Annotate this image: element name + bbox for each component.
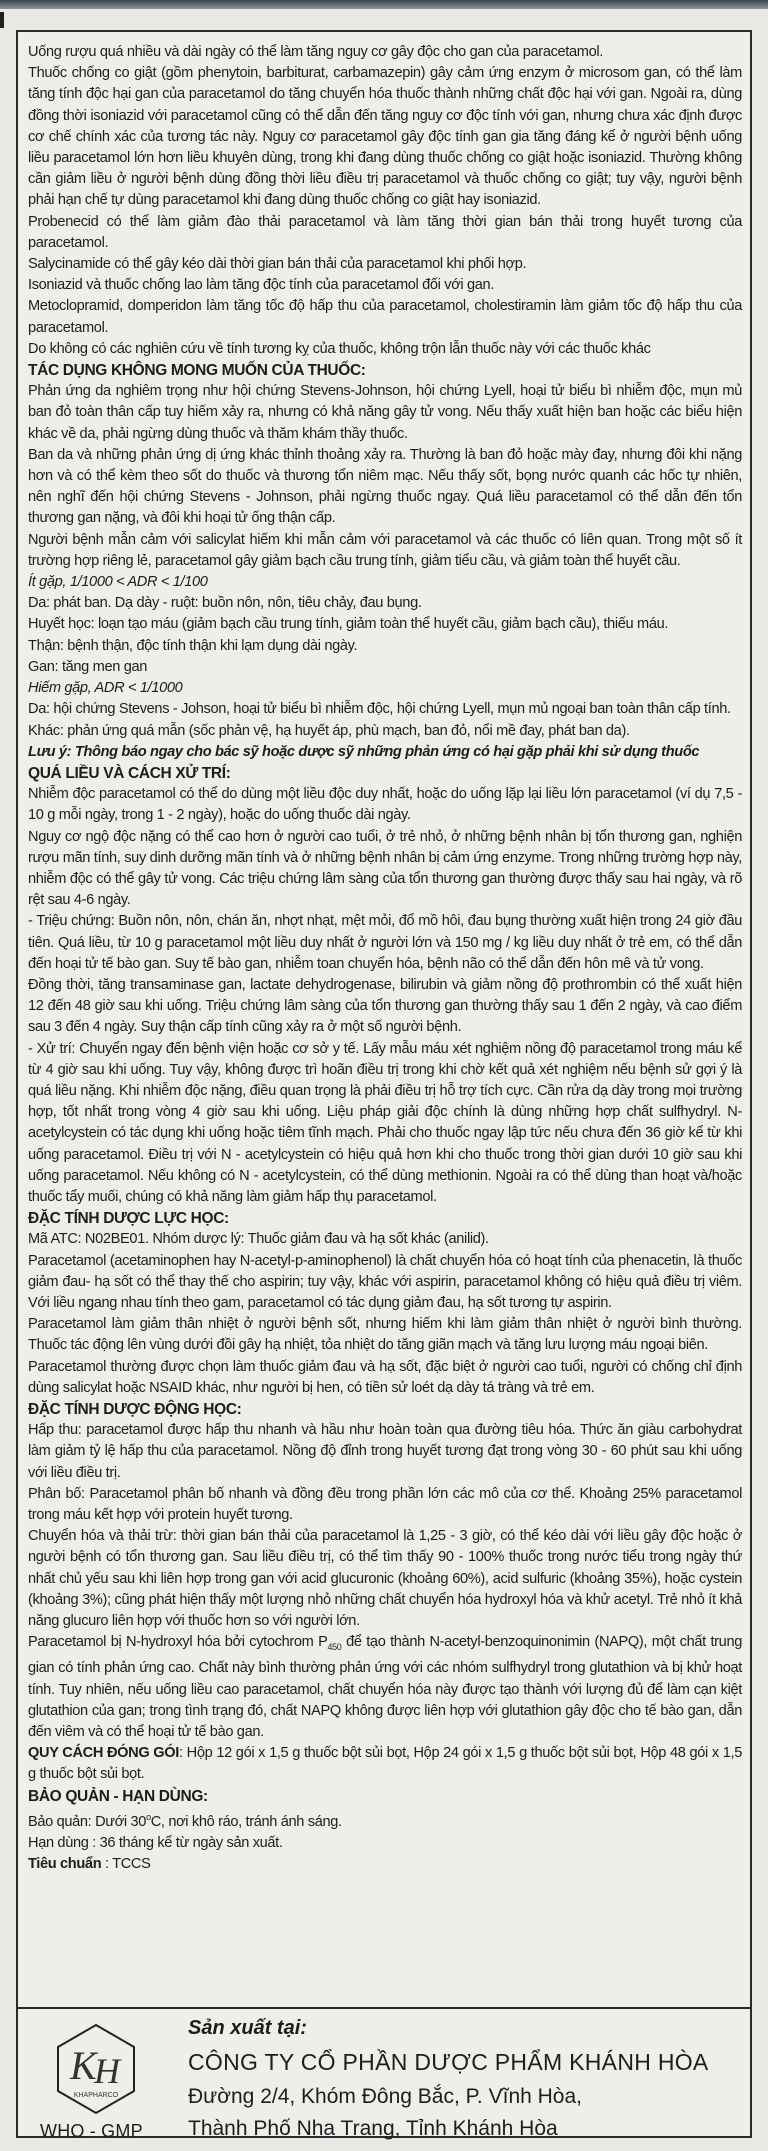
text-run: C, nơi khô ráo, tránh ánh sáng. bbox=[150, 1813, 342, 1830]
text-run: Isoniazid và thuốc chống lao làm tăng độc tính của paracetamol đối với gan. bbox=[28, 277, 495, 294]
paragraph bbox=[28, 1807, 742, 1833]
text-run: - Triệu chứng: Buồn nôn, nôn, chán ăn, nhợt nhạt, mệt mỏi, đổ mồ hôi, đau bụng thường xuất hiện trong 24 giờ đầu tiên. Quá liều, từ 10 g paracetamol một liều duy nhất ở người lớn và 150 mg / kg liều duy nhất ở trẻ em, có thể dẫn đến hoại tử tế bào gan. Suy tế bào gan, nhiễm toan chuyển hóa, bệnh não có thể dẫn đến hôn mê và tử vong. bbox=[28, 913, 742, 972]
paragraph bbox=[28, 381, 742, 445]
paragraph bbox=[28, 339, 742, 360]
text-run: Khác: phản ứng quá mẫn (sốc phản vệ, hạ huyết áp, phù mạch, ban đỏ, nổi mề đay, phát ban da). bbox=[28, 722, 630, 739]
svg-text:K: K bbox=[70, 2043, 97, 2088]
leaflet-text bbox=[28, 42, 742, 1875]
paragraph bbox=[28, 1484, 742, 1526]
section-heading bbox=[28, 1208, 742, 1229]
paragraph bbox=[28, 254, 742, 275]
text-run: TÁC DỤNG KHÔNG MONG MUỐN CỦA THUỐC: bbox=[28, 362, 366, 380]
paragraph bbox=[28, 636, 742, 657]
paragraph bbox=[28, 296, 742, 338]
text-run: Thuốc chống co giật (gồm phenytoin, barbiturat, carbamazepin) gây cảm ứng enzym ở microsom gan, có thể làm tăng tính độc hại gan của paracetamol do tăng chuyển hóa thuốc thành những chất độc hại với gan. Ngoài ra, dùng đồng thời isoniazid với paracetamol cũng có thể dẫn đến tăng nguy cơ độc tính với gan, nhưng chưa xác định được cơ chế chính xác của tương tác này. Nguy cơ paracetamol gây độc tính gan gia tăng đáng kể ở người bệnh uống liều paracetamol lớn hơn liều khuyên dùng, trong khi đang dùng thuốc chống co giật hoặc isoniazid. Thường không cần giảm liều ở người bệnh dùng đồng thời liều điều trị paracetamol và thuốc chống co giật; tuy vậy, người bệnh phải hạn chế tự dùng paracetamol khi đang dùng thuốc chống co giật hay isoniazid. bbox=[28, 65, 742, 209]
paragraph bbox=[28, 721, 742, 742]
text-run: Da: phát ban. Dạ dày - ruột: buồn nôn, nôn, tiêu chảy, đau bụng. bbox=[28, 595, 422, 612]
paragraph bbox=[28, 1357, 742, 1399]
produced-at-label: Sản xuất tại: bbox=[188, 2017, 307, 2039]
text-run: Paracetamol (acetaminophen hay N-acetyl-p-aminophenol) là chất chuyển hóa có hoạt tính của phenacetin, là thuốc giảm đau- hạ sốt có thể thay thế cho aspirin; tuy vậy, khác với aspirin, paracetamol không có hiệu quả điều trị viêm. Với liều ngang nhau tính theo gam, paracetamol có tác dụng giảm đau, hạ sốt tương tự aspirin. bbox=[28, 1252, 742, 1311]
company-name: CÔNG TY CỔ PHẦN DƯỢC PHẨM KHÁNH HÒA bbox=[188, 2049, 709, 2075]
text-run: Huyết học: loạn tạo máu (giảm bạch cầu trung tính, giảm toàn thể huyết cầu, giảm bạch cầu), thiếu máu. bbox=[28, 616, 669, 633]
text-run: Hiếm gặp, ADR < 1/1000 bbox=[28, 680, 183, 697]
svg-text:KHAPHARCO: KHAPHARCO bbox=[73, 2092, 119, 2099]
paragraph bbox=[28, 212, 742, 254]
paragraph bbox=[28, 827, 742, 912]
paragraph bbox=[28, 1833, 742, 1854]
text-run: Nhiễm độc paracetamol có thể do dùng một liều độc duy nhất, hoặc do uống lặp lại liều lớn paracetamol (ví dụ 7,5 - 10 g mỗi ngày, trong 1 - 2 ngày), hoặc do uống thuốc dài ngày. bbox=[28, 786, 742, 824]
text-run: Phân bố: Paracetamol phân bố nhanh và đồng đều trong phần lớn các mô của cơ thể. Khoảng 25% paracetamol trong máu kết hợp với protein huyết tương. bbox=[28, 1485, 742, 1524]
text-run: QUY CÁCH ĐÓNG GÓI bbox=[28, 1745, 179, 1762]
text-run: - Xử trí: Chuyển ngay đến bệnh viện hoặc cơ sở y tế. Lấy mẫu máu xét nghiệm nồng độ paracetamol trong máu kể từ 4 giờ sau khi uống. Tuy vậy, không được trì hoãn điều trị trong khi chờ kết quả xét nghiệm nếu bệnh sử gợi ý là quá liều nặng. Khi nhiễm độc nặng, điều quan trọng là phải điều trị hỗ trợ tích cực. Cần rửa dạ dày trong mọi trường hợp, tốt nhất trong vòng 4 giờ sau khi uống. Liệu pháp giải độc chính là dùng những hợp chất sulfhydryl. N-acetylcystein có tác dụng khi uống hoặc tiêm tĩnh mạch. Phải cho thuốc ngay lập tức nếu chưa đến 36 giờ kể từ khi uống paracetamol. Điều trị với N - acetylcystein có hiệu quả hơn khi cho thuốc trong thời gian dưới 10 giờ sau khi uống paracetamol. Nếu không có N - acetylcystein, có thể dùng methionin. Ngoài ra có thể dùng than hoạt và/hoặc thuốc tẩy muối, chúng có khả năng làm giảm hấp thụ paracetamol. bbox=[28, 1040, 742, 1205]
paragraph bbox=[28, 1420, 742, 1484]
text-run: QUÁ LIỀU VÀ CÁCH XỬ TRÍ: bbox=[28, 764, 231, 782]
text-run: BẢO QUẢN - HẠN DÙNG: bbox=[28, 1787, 208, 1805]
address-line-1: Đường 2/4, Khóm Đông Bắc, P. Vĩnh Hòa, bbox=[188, 2085, 582, 2108]
paragraph bbox=[28, 1854, 742, 1875]
scan-mark bbox=[0, 12, 4, 28]
paragraph bbox=[28, 42, 742, 63]
text-run: Người bệnh mẫn cảm với salicylat hiếm khi mẫn cảm với paracetamol và các thuốc có liên quan. Trong một số ít trường hợp riêng lẻ, paracetamol gây giảm bạch cầu trung tính, giảm tiểu cầu, và giảm toàn thể huyết cầu. bbox=[28, 531, 742, 569]
text-run: Thận: bệnh thận, độc tính thận khi lạm dụng dài ngày. bbox=[28, 637, 358, 654]
text-run: Ban da và những phản ứng dị ứng khác thỉnh thoảng xảy ra. Thường là ban đỏ hoặc mày đay, nhưng đôi khi nặng hơn và có thể kèm theo sốt do thuốc và thương tổn niêm mạc. Nếu thấy sốt, bọng nước quanh các hốc tự nhiên, nên nghĩ đến hội chứng Stevens - Johnson, phải ngừng thuốc ngay. Quá liều paracetamol có thể dẫn đến tổn thương gan nặng, và đôi khi hoại tử ống thận cấp. bbox=[28, 446, 742, 527]
paragraph bbox=[28, 1039, 742, 1209]
khapharco-logo-icon bbox=[56, 2023, 136, 2115]
text-run: Metoclopramid, domperidon làm tăng tốc độ hấp thu của paracetamol, cholestiramin làm giảm tốc độ hấp thu của paracetamol. bbox=[28, 298, 742, 336]
paragraph bbox=[28, 572, 742, 593]
text-run: Ít gặp, 1/1000 < ADR < 1/100 bbox=[28, 574, 208, 591]
text-run: Probenecid có thể làm giảm đào thải paracetamol và làm tăng thời gian bán thải trong huyết tương của paracetamol. bbox=[28, 213, 742, 251]
who-gmp-label: WHO - GMP bbox=[40, 2121, 143, 2141]
text-run: ĐẶC TÍNH DƯỢC ĐỘNG HỌC: bbox=[28, 1401, 242, 1418]
svg-text:H: H bbox=[94, 2051, 120, 2091]
section-heading bbox=[28, 360, 742, 381]
text-run: Uống rượu quá nhiều và dài ngày có thể làm tăng nguy cơ gây độc cho gan của paracetamol. bbox=[28, 44, 603, 60]
paragraph bbox=[28, 911, 742, 975]
paragraph bbox=[28, 784, 742, 826]
text-run: Paracetamol làm giảm thân nhiệt ở người bệnh sốt, nhưng hiếm khi làm giảm thân nhiệt ở người bình thường. Thuốc tác động lên vùng dưới đồi gây hạ nhiệt, tỏa nhiệt do tăng giãn mạch và tăng lưu lượng máu ngoại biên. bbox=[28, 1316, 742, 1354]
paragraph bbox=[28, 1743, 742, 1785]
text-run: Chuyển hóa và thải trừ: thời gian bán thải của paracetamol là 1,25 - 3 giờ, có thể kéo dài với liều gây độc hoặc ở người bệnh có tổn thương gan. Sau liều điều trị, có thể tìm thấy 90 - 100% thuốc trong nước tiểu trong ngày thứ nhất chủ yếu sau khi liên hợp trong gan với acid glucuronic (khoảng 60%), acid sulfuric (khoảng 35%), hoặc cystein (khoảng 3%); cũng phát hiện thấy một lượng nhỏ những chất chuyển hóa hydroxyl hóa và khử acetyl. Trẻ nhỏ ít khả năng glucuro liên hợp với thuốc hơn so với người lớn. bbox=[28, 1528, 742, 1630]
paragraph bbox=[28, 275, 742, 296]
text-run: Gan: tăng men gan bbox=[28, 658, 147, 675]
paragraph bbox=[28, 1632, 742, 1743]
text-run: : TCCS bbox=[101, 1856, 151, 1873]
text-run: để tạo thành N-acetyl-benzoquinonimin (NAPQ), một chất trung gian có tính phản ứng cao. Chất này bình thường phản ứng với các nhóm sulfhydryl trong glutathion và bị khử hoạt tính. Tuy nhiên, nếu uống liều cao paracetamol, chất chuyển hóa này được tạo thành với lượng đủ để làm cạn kiệt glutathion của gan; trong tình trạng đó, chất NAPQ không được liên hợp với glutathion gây độc cho tế bào gan, dẫn đến viêm và có thể hoại tử tế bào gan. bbox=[28, 1634, 742, 1740]
text-run: Paracetamol bị N-hydroxyl hóa bởi cytochrom P bbox=[28, 1634, 328, 1651]
text-run: Da: hội chứng Stevens - Johson, hoại tử biểu bì nhiễm độc, hội chứng Lyell, mụn mủ ngoại ban toàn thân cấp tính. bbox=[28, 701, 731, 718]
text-run: ĐẶC TÍNH DƯỢC LỰC HỌC: bbox=[28, 1210, 229, 1228]
text-run: Lưu ý: Thông báo ngay cho bác sỹ hoặc dược sỹ những phản ứng có hại gặp phải khi sử dụng thuốc bbox=[28, 743, 700, 760]
section-heading bbox=[28, 1399, 742, 1420]
text-run: Do không có các nghiên cứu về tính tương kỵ của thuốc, không trộn lẫn thuốc này với các thuốc khác bbox=[28, 340, 651, 357]
paragraph bbox=[28, 593, 742, 614]
address-line-2: Thành Phố Nha Trang, Tỉnh Khánh Hòa bbox=[188, 2117, 558, 2140]
paragraph bbox=[28, 445, 742, 530]
text-run: Salycinamide có thể gây kéo dài thời gian bán thải của paracetamol khi phối hợp. bbox=[28, 256, 527, 273]
paragraph bbox=[28, 614, 742, 635]
text-run: Tiêu chuẩn bbox=[28, 1856, 102, 1873]
text-run: Paracetamol thường được chọn làm thuốc giảm đau và hạ sốt, đặc biệt ở người cao tuổi, người có chống chỉ định dùng salicylat hoặc NSAID khác, như người bị hen, có tiền sử loét dạ dày tá tràng và trẻ em. bbox=[28, 1358, 742, 1396]
leaflet-panel bbox=[16, 30, 752, 2141]
manufacturer-footer bbox=[18, 2009, 750, 2141]
text-run: Hấp thu: paracetamol được hấp thu nhanh và hầu như hoàn toàn qua đường tiêu hóa. Thức ăn giàu carbohydrat làm giảm tỷ lệ hấp thu của paracetamol. Nồng độ đỉnh trong huyết tương đạt trong vòng 30 - 60 phút sau khi uống với liều điều trị. bbox=[28, 1422, 742, 1481]
paragraph bbox=[28, 1251, 742, 1315]
text-run: Hạn dùng : 36 tháng kể từ ngày sản xuất. bbox=[28, 1834, 283, 1851]
text-run: Mã ATC: N02BE01. Nhóm dược lý: Thuốc giảm đau và hạ sốt khác (anilid). bbox=[28, 1231, 489, 1248]
section-heading bbox=[28, 763, 742, 784]
section-heading bbox=[28, 1786, 742, 1807]
text-run: Bảo quản: Dưới 30 bbox=[28, 1813, 147, 1830]
text-run: o bbox=[146, 1811, 151, 1822]
paragraph bbox=[28, 699, 742, 720]
text-run: Nguy cơ ngộ độc nặng có thể cao hơn ở người cao tuổi, ở trẻ nhỏ, ở những bệnh nhân bị tổn thương gan, nghiện rượu mãn tính, suy dinh dưỡng mãn tính và ở những bệnh nhân bị cảm ứng enzyme. Trong những trường hợp này, nhiễm độc có thể gây tử vong. Các triệu chứng lâm sàng của tổn thương gan thường được thấy sau hai ngày, và rõ rệt sau 4-6 ngày. bbox=[28, 828, 742, 909]
scan-top-edge bbox=[0, 0, 768, 9]
text-run: Đồng thời, tăng transaminase gan, lactate dehydrogenase, bilirubin và giảm nồng độ prothrombin có thể xuất hiện 12 đến 48 giờ sau khi uống. Triệu chứng lâm sàng của tổn thương gan thường thấy sau 1 đến 2 ngày, và cao điểm sau 3 đến 4 ngày. Suy thận cấp tính cũng xảy ra ở một số người bệnh. bbox=[28, 976, 742, 1036]
paragraph bbox=[28, 1314, 742, 1356]
paragraph bbox=[28, 657, 742, 678]
paragraph bbox=[28, 1229, 742, 1250]
text-run: 450 bbox=[327, 1642, 342, 1653]
paragraph bbox=[28, 742, 742, 763]
paragraph bbox=[28, 975, 742, 1039]
paragraph bbox=[28, 530, 742, 572]
paragraph bbox=[28, 1526, 742, 1632]
text-run: Phản ứng da nghiêm trọng như hội chứng Stevens-Johnson, hội chứng Lyell, hoại tử biểu bì nhiễm độc, mụn mủ ban đỏ toàn thân cấp tuy hiếm xảy ra, nhưng có khả năng gây tử vong. Nếu thấy xuất hiện ban hoặc các biểu hiện khác về da, phải ngừng dùng thuốc và thăm khám thầy thuốc. bbox=[28, 383, 742, 442]
text-run: : Hộp 12 gói x 1,5 g thuốc bột sủi bọt, Hộp 24 gói x 1,5 g thuốc bột sủi bọt, Hộp 48 gói x 1,5 g thuốc bột sủi bọt. bbox=[28, 1745, 742, 1783]
paragraph bbox=[28, 63, 742, 211]
paragraph bbox=[28, 678, 742, 699]
